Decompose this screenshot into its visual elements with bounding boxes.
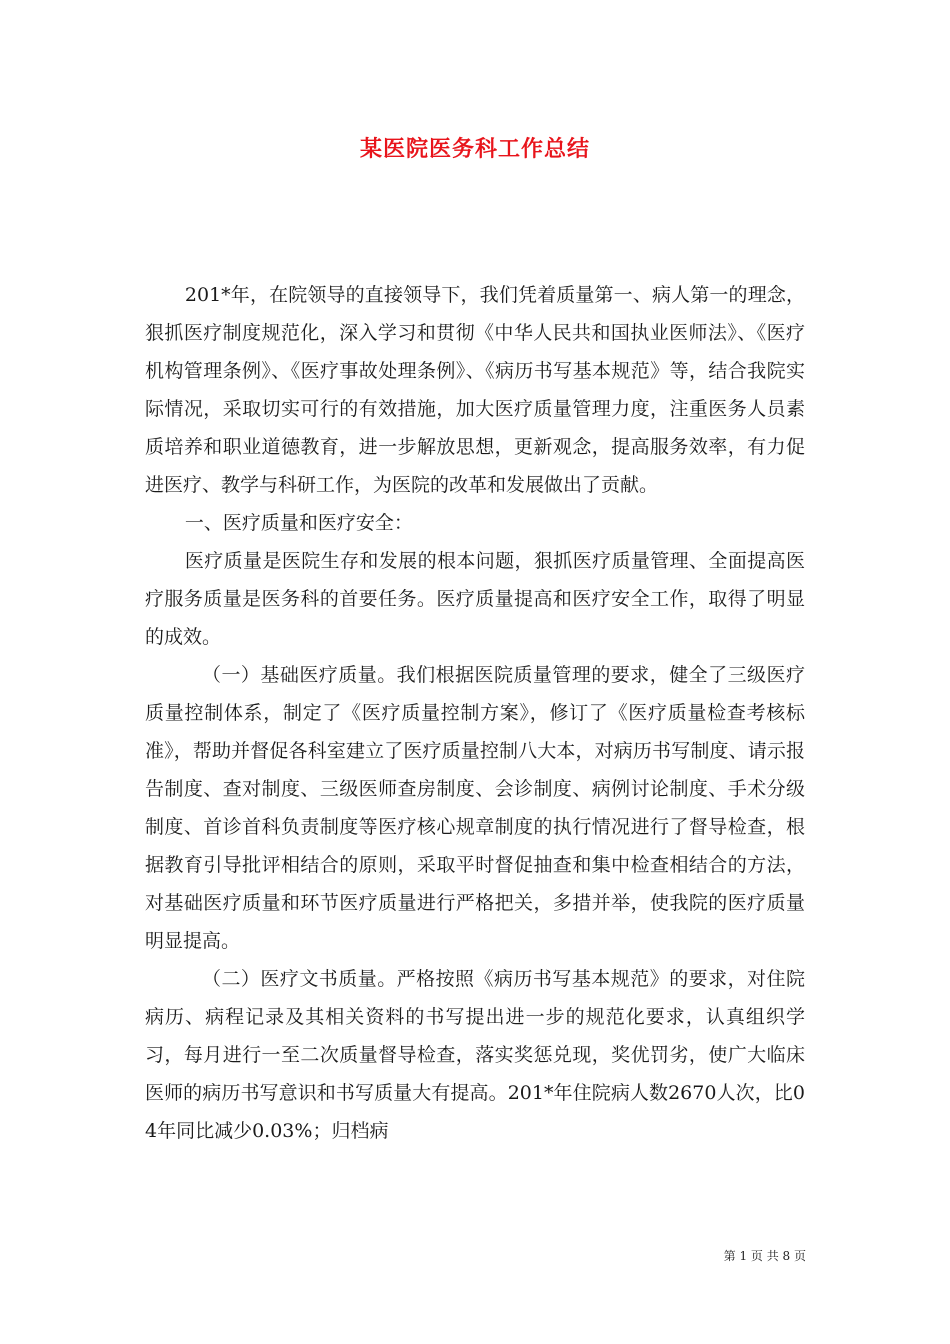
paragraph-basic-quality: （一）基础医疗质量。我们根据医院质量管理的要求，健全了三级医疗质量控制体系，制定了《医疗质量控制方案》，修订了《医疗质量检查考核标准》，帮助并督促各科室建立了医疗质量控制八大本，对病历书写制度、请示报告制度、查对制度、三级医师查房制度、会诊制度、病例讨论制度、手术分级制度、首诊首科负责制度等医疗核心规章制度的执行情况进行了督导检查，根据教育引导批评相结合的原则，采取平时督促抽查和集中检查相结合的方法，对基础医疗质量和环节医疗质量进行严格把关，多措并举，使我院的医疗质量明显提高。 bbox=[145, 664, 805, 952]
page-number: 第 1 页 共 8 页 bbox=[723, 1249, 806, 1263]
section-heading: 一、医疗质量和医疗安全： bbox=[184, 512, 413, 534]
paragraph-document-quality: （二）医疗文书质量。严格按照《病历书写基本规范》的要求，对住院病历、病程记录及其相关资料的书写提出进一步的规范化要求，认真组织学习，每月进行一至二次质量督导检查，落实奖惩兑现，奖优罚劣，使广大临床医师的病历书写意识和书写质量大有提高。201*年住院病人数2670人次，比04年同比减少0.03%；归档病 bbox=[145, 968, 805, 1142]
paragraph-section-intro: 医疗质量是医院生存和发展的根本问题，狠抓医疗质量管理、全面提高医疗服务质量是医务科的首要任务。医疗质量提高和医疗安全工作，取得了明显的成效。 bbox=[145, 550, 805, 648]
document-title: 某医院医务科工作总结 bbox=[359, 136, 590, 162]
paragraph-intro: 201*年，在院领导的直接领导下，我们凭着质量第一、病人第一的理念，狠抓医疗制度规范化，深入学习和贯彻《中华人民共和国执业医师法》、《医疗机构管理条例》、《医疗事故处理条例》、《病历书写基本规范》等，结合我院实际情况，采取切实可行的有效措施，加大医疗质量管理力度，注重医务人员素质培养和职业道德教育，进一步解放思想，更新观念，提高服务效率，有力促进医疗、教学与科研工作，为医院的改革和发展做出了贡献。 bbox=[145, 284, 805, 496]
document-body bbox=[145, 276, 805, 1150]
